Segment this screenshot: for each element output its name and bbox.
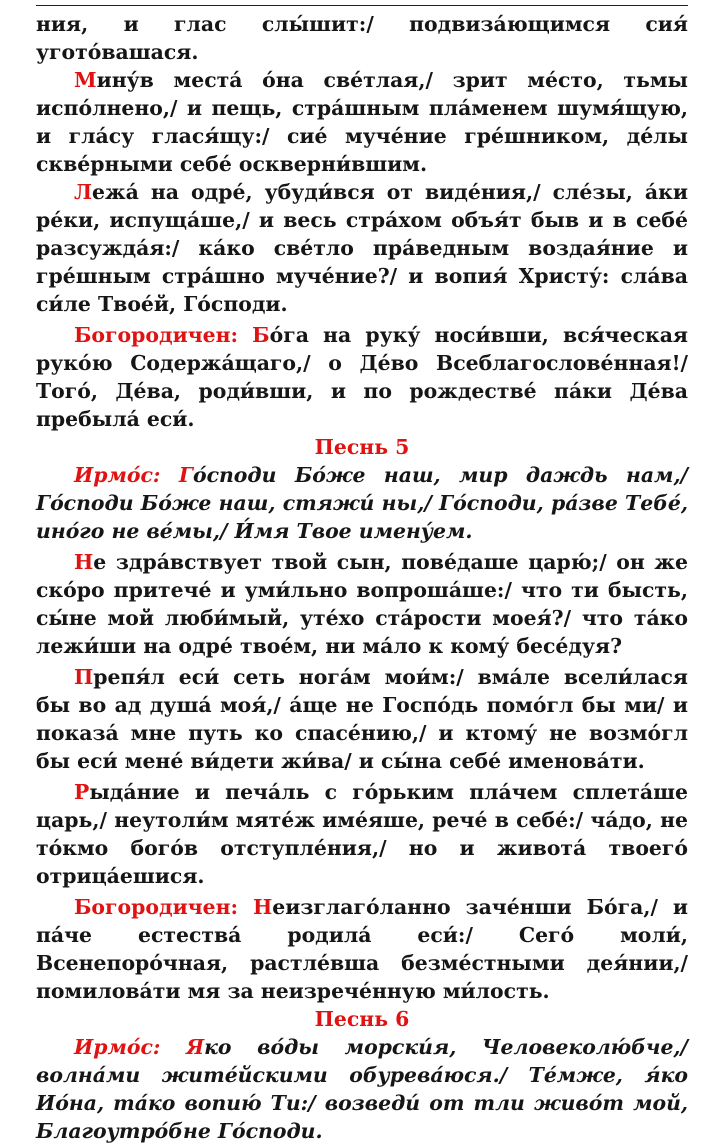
troparion-text: ину́в места́ о́на све́тлая,/ зрит ме́сто, тьмы испо́лнено,/ и пещь, стра́шным пла́менем шумя́щую, и гла́су глася́щу:/ сие́ муче́ние гре́шником, де́лы скве́рными себе́ оскверни́вшим. (36, 68, 688, 176)
theotokion-text: еизглаго́ланно заче́нши Бо́га,/ и па́че естества́ родила́ еси́:/ Сего́ моли́, Всенепоро́чная, растле́вша безме́стными дея́нии,/ помилова́ти мя за неизрече́нную ми́лость. (36, 895, 688, 1003)
troparion-5c (36, 778, 688, 890)
irmos-5 (36, 461, 688, 545)
troparion-1 (36, 66, 688, 178)
troparion-text: репя́л еси́ сеть нога́м мои́м:/ вма́ле всели́лася бы во ад душа́ моя́,/ а́ще не Госпо́дь помо́гл бы ми/ и показа́ мне путь ко спасе́нию,/ и ктому́ не возмо́гл бы еси́ мене́ ви́дети жи́ва/ и сы́на себе́ именова́ти. (36, 665, 688, 773)
initial-capital: Л (74, 180, 93, 204)
ode-6-heading: Песнь 6 (314, 1007, 410, 1031)
top-rule (36, 5, 688, 6)
troparion-text: ежа́ на одре́, убуди́вся от виде́ния,/ сле́зы, а́ки ре́ки, испуща́ше,/ и весь стра́хом объя́т быв и в себе́ разсужда́я:/ ка́ко све́тло пра́ведным воздая́ние и гре́шным стра́шно муче́ние?/ и вопия́ Христу́: сла́ва си́ле Твое́й, Го́споди. (36, 180, 688, 316)
irmos-text: ко во́ды морски́я, Человеколю́бче,/ волна́ми жите́йскими обурева́юся./ Те́мже, я́ко Ио́на, та́ко вопию́ Ти:/ возведи́ от тли живо́т мой, Благоутро́бне Го́споди. (36, 1035, 688, 1143)
initial-capital: Я (186, 1035, 205, 1059)
ode-5-heading: Песнь 5 (314, 435, 410, 459)
theotokion-4 (36, 321, 688, 433)
troparion-2 (36, 178, 688, 318)
initial-capital: Б (252, 323, 270, 347)
theotokion-label: Богородичен: (74, 323, 253, 347)
paragraph-text: ния, и глас слы́шит:/ подвиза́ющимся сия́ угото́вашася. (36, 12, 688, 64)
initial-capital: Н (253, 895, 273, 919)
troparion-text: е здра́вствует твой сын, пове́даше царю́;/ он же ско́ро притече́ и уми́льно вопроша́ше:/ что ти бысть, сы́не мой люби́мый, уте́хо ста́рости моея́?/ что та́ко лежи́ши на одре́ твое́м, ни ма́ло к кому́ бесе́дуя? (36, 550, 688, 658)
irmos-label: Ирмо́с: (74, 463, 179, 487)
theotokion-5 (36, 893, 688, 1005)
troparion-5b (36, 663, 688, 775)
irmos-label: Ирмо́с: (74, 1035, 187, 1059)
paragraph-continued (36, 10, 688, 66)
initial-capital: Н (74, 550, 94, 574)
initial-capital: М (74, 68, 97, 92)
initial-capital: Г (178, 463, 193, 487)
theotokion-text: о́га на руку́ носи́вши, вся́ческая руко́ю Содержа́щаго,/ о Де́во Всеблагослове́нная!/ Того́, Де́ва, роди́вши, и по рождестве́ па́ки Де́ва пребыла́ еси́. (36, 323, 688, 431)
initial-capital: П (74, 665, 94, 689)
irmos-6 (36, 1033, 688, 1145)
irmos-text: о́споди Бо́же наш, мир даждь нам,/ Го́споди Бо́же наш, стяжи́ ны,/ Го́споди, ра́зве Тебе́, ино́го не ве́мы,/ И́мя Твое имену́ем. (36, 463, 688, 543)
troparion-5a (36, 548, 688, 660)
initial-capital: Р (74, 780, 90, 804)
theotokion-label: Богородичен: (74, 895, 254, 919)
troparion-text: ыда́ние и печа́ль с го́рьким пла́чем сплета́ше царь,/ неутоли́м мяте́ж име́яше, рече́ в себе́:/ ча́до, не то́кмо бого́в отступле́ния,/ но и живота́ твоего́ отрица́ешися. (36, 780, 688, 888)
